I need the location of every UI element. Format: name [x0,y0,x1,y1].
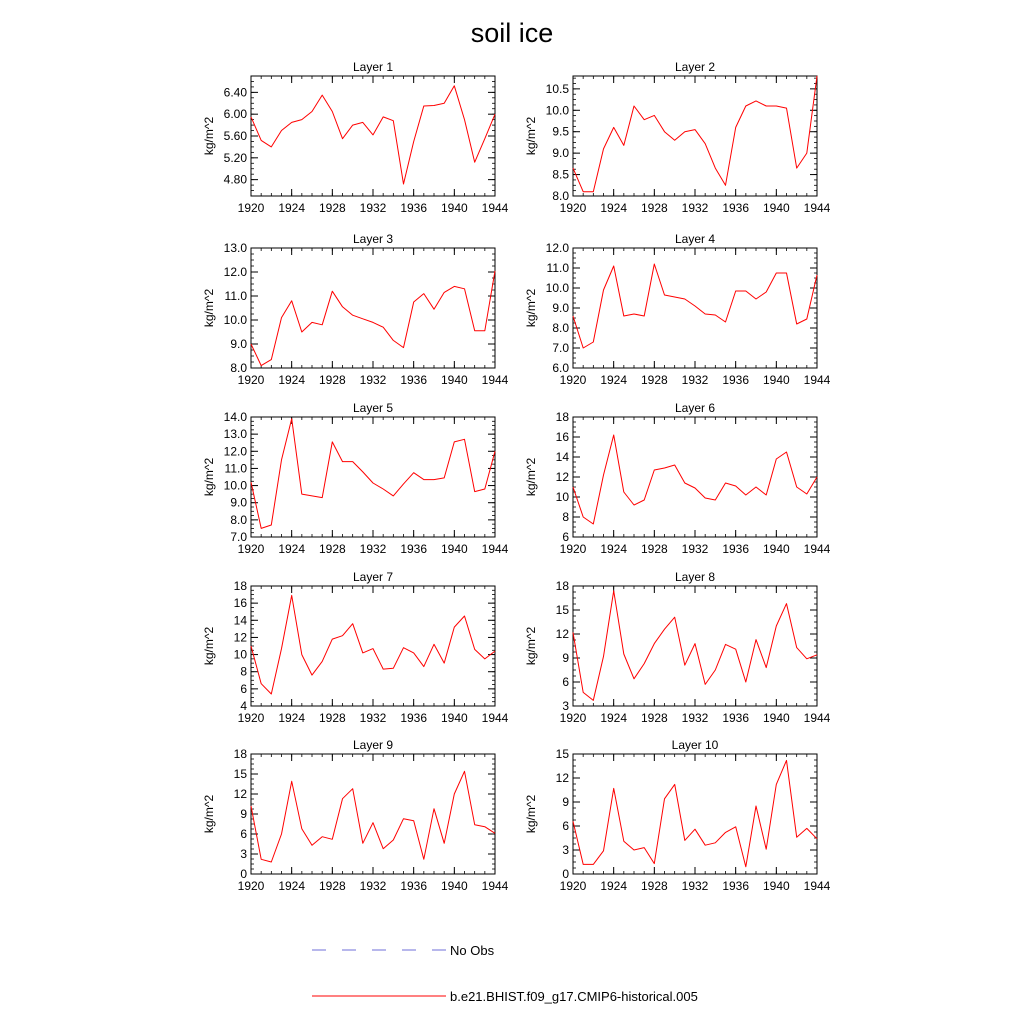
y-axis-label: kg/m^2 [524,288,538,328]
y-tick-label: 9 [562,795,569,809]
y-tick-label: 6 [562,675,569,689]
x-tick-label: 1936 [722,201,750,215]
panel-title: Layer 3 [352,232,394,246]
x-tick-label: 1944 [803,201,831,215]
y-tick-label: 16 [233,596,247,611]
panel-title: Layer 1 [352,60,394,74]
x-tick-label: 1932 [359,373,387,387]
panel-layer-4 [524,232,831,387]
y-tick-label: 10.0 [223,478,247,493]
y-tick-label: 12.0 [223,265,247,279]
x-tick-label: 1928 [318,711,346,725]
x-tick-label: 1940 [440,879,468,893]
x-tick-label: 1920 [559,201,587,215]
x-tick-label: 1924 [600,711,628,725]
y-tick-label: 6.40 [223,85,247,100]
y-tick-label: 9.0 [552,301,569,315]
x-tick-label: 1920 [237,711,265,725]
y-tick-label: 18 [555,579,569,593]
y-tick-label: 9 [240,807,247,821]
x-tick-label: 1924 [278,879,306,893]
y-tick-label: 7.0 [552,341,569,355]
x-tick-label: 1940 [762,711,790,725]
y-axis-label: kg/m^2 [524,457,538,497]
x-tick-label: 1944 [803,373,831,387]
y-tick-label: 8 [240,664,247,679]
y-tick-label: 6.0 [552,361,569,375]
plot-frame [573,248,817,368]
y-tick-label: 18 [555,410,569,424]
x-tick-label: 1932 [681,201,709,215]
x-tick-label: 1936 [722,711,750,725]
panel-title: Layer 4 [674,232,716,246]
y-tick-label: 3 [562,699,569,713]
series-line [251,271,495,366]
panel-title: Layer 2 [674,60,716,74]
x-tick-label: 1920 [559,542,587,556]
x-tick-label: 1936 [400,711,428,725]
x-tick-label: 1928 [318,201,346,215]
x-tick-label: 1924 [278,373,306,387]
panel-layer-3 [202,232,509,387]
series-line [573,760,817,866]
y-axis-label: kg/m^2 [524,116,538,156]
plot-frame [573,417,817,537]
x-tick-label: 1928 [640,879,668,893]
y-tick-label: 10.5 [545,81,569,96]
y-tick-label: 6 [240,827,247,841]
y-tick-label: 9.0 [230,337,247,351]
y-tick-label: 10 [555,490,569,504]
x-tick-label: 1940 [762,542,790,556]
x-tick-label: 1928 [640,201,668,215]
panel-layer-7 [202,570,509,725]
y-tick-label: 15 [555,747,569,761]
y-tick-label: 8.0 [552,321,569,335]
series-line [573,264,817,348]
y-tick-label: 8.0 [230,361,247,375]
y-tick-label: 11.0 [224,289,247,303]
panel-layer-9 [202,738,509,893]
y-tick-label: 7.0 [230,530,247,544]
y-tick-label: 13.0 [223,427,247,442]
x-tick-label: 1944 [481,879,509,893]
x-tick-label: 1928 [640,711,668,725]
x-tick-label: 1936 [400,373,428,387]
y-tick-label: 15 [555,603,569,617]
x-tick-label: 1920 [559,879,587,893]
x-tick-label: 1928 [318,542,346,556]
y-tick-label: 5.20 [223,150,247,165]
x-tick-label: 1944 [803,542,831,556]
panel-layer-8 [524,570,831,725]
y-tick-label: 9.0 [230,495,247,510]
y-axis-label: kg/m^2 [202,116,216,156]
x-tick-label: 1940 [440,711,468,725]
x-tick-label: 1932 [681,542,709,556]
panel-layer-2 [524,60,831,215]
y-tick-label: 12.0 [223,444,247,459]
y-tick-label: 14.0 [223,410,247,424]
y-tick-label: 5.60 [223,129,247,143]
y-tick-label: 10.0 [545,281,569,295]
x-tick-label: 1920 [237,879,265,893]
x-tick-label: 1936 [722,542,750,556]
x-tick-label: 1936 [400,542,428,556]
x-tick-label: 1944 [481,201,509,215]
y-tick-label: 9.0 [552,146,569,161]
y-tick-label: 0 [562,867,569,881]
y-axis-label: kg/m^2 [202,794,216,834]
panel-layer-6 [524,401,831,556]
x-tick-label: 1944 [481,711,509,725]
x-tick-label: 1932 [359,201,387,215]
y-tick-label: 12.0 [545,241,569,255]
panel-title: Layer 10 [671,738,719,752]
y-tick-label: 6.00 [223,107,247,122]
y-tick-label: 10.0 [545,103,569,118]
y-axis-label: kg/m^2 [524,626,538,666]
y-tick-label: 12 [555,771,569,785]
x-tick-label: 1928 [318,879,346,893]
legend-label-series: b.e21.BHIST.f09_g17.CMIP6-historical.005 [450,989,698,1004]
y-tick-label: 18 [233,579,247,593]
plot-frame [251,76,495,196]
x-tick-label: 1944 [481,542,509,556]
panel-layer-5 [202,401,509,556]
y-tick-label: 0 [240,867,247,881]
series-line [251,86,495,184]
y-tick-label: 8.0 [552,189,569,203]
y-axis-label: kg/m^2 [202,288,216,328]
series-line [573,435,817,524]
x-tick-label: 1924 [278,201,306,215]
y-tick-label: 16 [555,430,569,444]
x-tick-label: 1936 [722,373,750,387]
panel-title: Layer 8 [674,570,716,584]
y-tick-label: 8.5 [552,167,569,182]
x-tick-label: 1944 [481,373,509,387]
figure-title: soil ice [470,18,554,48]
x-tick-label: 1920 [559,373,587,387]
panel-title: Layer 6 [674,401,716,415]
y-tick-label: 11.0 [224,461,247,476]
y-tick-label: 3 [240,847,247,861]
y-tick-label: 8.0 [230,512,247,527]
y-tick-label: 14 [233,613,247,628]
x-tick-label: 1940 [440,201,468,215]
y-tick-label: 8 [562,510,569,524]
legend [312,943,698,1004]
plot-frame [573,586,817,706]
x-tick-label: 1924 [600,373,628,387]
series-line [573,591,817,701]
y-tick-label: 11.0 [546,261,569,275]
series-line [251,419,495,529]
legend-label-no-obs: No Obs [450,943,495,958]
x-tick-label: 1932 [359,542,387,556]
x-tick-label: 1932 [681,373,709,387]
y-tick-label: 13.0 [223,241,247,255]
panel-title: Layer 5 [352,401,394,415]
x-tick-label: 1932 [681,711,709,725]
x-tick-label: 1944 [803,711,831,725]
series-line [251,771,495,862]
y-tick-label: 12 [233,630,247,645]
x-tick-label: 1936 [400,201,428,215]
y-tick-label: 14 [555,450,569,464]
x-tick-label: 1924 [278,711,306,725]
x-tick-label: 1940 [762,879,790,893]
x-tick-label: 1940 [440,542,468,556]
x-tick-label: 1920 [559,711,587,725]
x-tick-label: 1928 [640,373,668,387]
y-tick-label: 9.5 [552,124,569,139]
y-axis-label: kg/m^2 [202,457,216,497]
panels-group [202,60,831,893]
y-tick-label: 12 [555,470,569,484]
panel-title: Layer 7 [352,570,394,584]
y-tick-label: 12 [233,787,247,801]
series-line [573,76,817,192]
x-tick-label: 1944 [803,879,831,893]
panel-title: Layer 9 [352,738,394,752]
x-tick-label: 1924 [600,542,628,556]
y-tick-label: 18 [233,747,247,761]
x-tick-label: 1940 [440,373,468,387]
x-tick-label: 1936 [400,879,428,893]
x-tick-label: 1940 [762,373,790,387]
y-tick-label: 10.0 [223,313,247,327]
x-tick-label: 1924 [600,201,628,215]
y-tick-label: 4.80 [223,172,247,187]
x-tick-label: 1932 [681,879,709,893]
x-tick-label: 1928 [318,373,346,387]
y-axis-label: kg/m^2 [202,626,216,666]
x-tick-label: 1936 [722,879,750,893]
y-tick-label: 6 [562,530,569,544]
x-tick-label: 1920 [237,373,265,387]
y-axis-label: kg/m^2 [524,794,538,834]
x-tick-label: 1932 [359,879,387,893]
x-tick-label: 1920 [237,201,265,215]
y-tick-label: 10 [233,647,247,662]
y-tick-label: 3 [562,843,569,857]
x-tick-label: 1924 [600,879,628,893]
plot-frame [251,754,495,874]
y-tick-label: 6 [240,681,247,696]
y-tick-label: 9 [562,651,569,665]
y-tick-label: 12 [555,627,569,641]
panel-layer-10 [524,738,831,893]
x-tick-label: 1920 [237,542,265,556]
x-tick-label: 1932 [359,711,387,725]
y-tick-label: 4 [240,699,247,713]
x-tick-label: 1924 [278,542,306,556]
series-line [251,595,495,694]
panel-layer-1 [202,60,509,215]
y-tick-label: 15 [233,767,247,781]
plot-frame [251,586,495,706]
y-tick-label: 6 [562,819,569,833]
x-tick-label: 1928 [640,542,668,556]
x-tick-label: 1940 [762,201,790,215]
